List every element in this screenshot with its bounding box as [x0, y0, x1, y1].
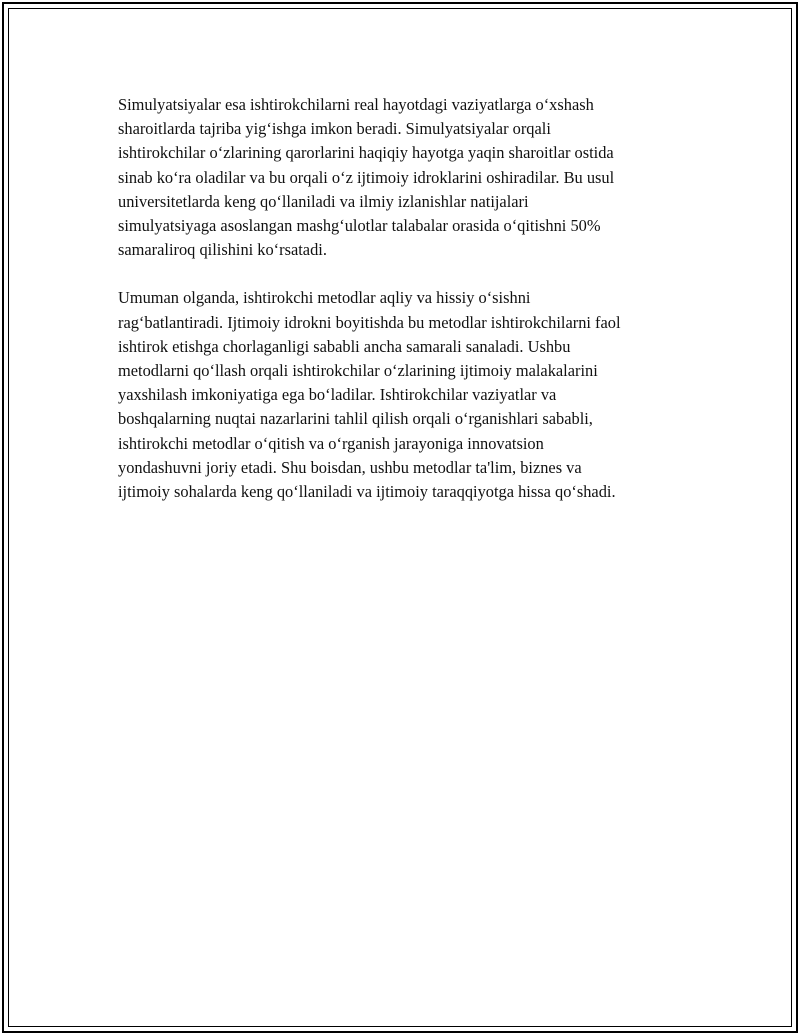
text-line: metodlarni qo‘llash orqali ishtirokchilar o‘zlarining ijtimoiy malakalarini — [118, 361, 598, 381]
paragraph-conclusion — [118, 286, 692, 504]
text-line: universitetlarda keng qo‘llaniladi va ilmiy izlanishlar natijalari — [118, 191, 529, 211]
text-line: simulyatsiyaga asoslangan mashg‘ulotlar talabalar orasida o‘qitishni 50% — [118, 216, 601, 236]
text-line: ijtimoiy sohalarda keng qo‘llaniladi va ijtimoiy taraqqiyotga hissa qo‘shadi. — [118, 482, 616, 502]
text-line: rag‘batlantiradi. Ijtimoiy idrokni boyitishda bu metodlar ishtirokchilarni faol — [118, 312, 621, 332]
text-line: ishtirokchilar o‘zlarining qarorlarini haqiqiy hayotga yaqin sharoitlar ostida — [118, 143, 614, 163]
text-line: sharoitlarda tajriba yig‘ishga imkon beradi. Simulyatsiyalar orqali — [118, 119, 551, 139]
paragraph-simulations — [118, 93, 692, 262]
text-line: boshqalarning nuqtai nazarlarini tahlil qilish orqali o‘rganishlari sababli, — [118, 409, 593, 429]
text-line: Simulyatsiyalar esa ishtirokchilarni real hayotdagi vaziyatlarga o‘xshash — [118, 95, 594, 114]
text-line: samaraliroq qilishini ko‘rsatadi. — [118, 240, 327, 260]
text-line: ishtirok etishga chorlaganligi sababli ancha samarali sanaladi. Ushbu — [118, 336, 571, 356]
text-line: yondashuvni joriy etadi. Shu boisdan, ushbu metodlar ta'lim, biznes va — [118, 457, 582, 477]
text-line: ishtirokchi metodlar o‘qitish va o‘rganish jarayoniga innovatsion — [118, 433, 544, 453]
text-line: yaxshilash imkoniyatiga ega bo‘ladilar. Ishtirokchilar vaziyatlar va — [118, 385, 557, 405]
text-line: Umuman olganda, ishtirokchi metodlar aqliy va hissiy o‘sishni — [118, 288, 531, 308]
text-line: sinab ko‘ra oladilar va bu orqali o‘z ijtimoiy idroklarini oshiradilar. Bu usul — [118, 167, 615, 187]
document-body — [118, 93, 692, 528]
